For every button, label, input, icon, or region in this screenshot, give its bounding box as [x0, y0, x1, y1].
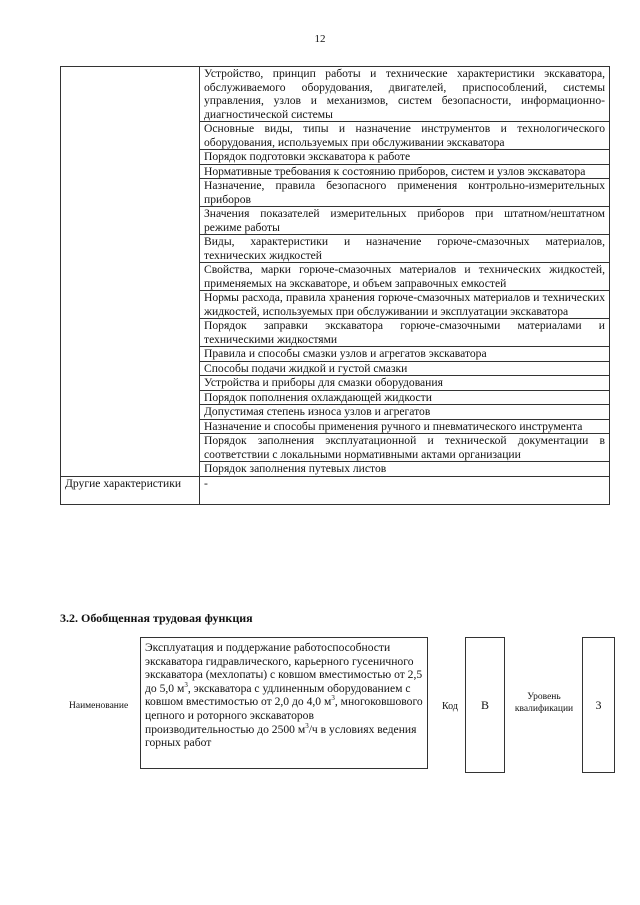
function-name-text: /ч в условиях ведения горных работ: [145, 722, 417, 750]
left-cell-empty: [61, 67, 200, 477]
superscript: 3: [331, 694, 335, 703]
table-cell: Виды, характеристики и назначение горюче-смазочных материалов, технических жидкостей: [200, 235, 610, 263]
table-cell: Назначение и способы применения ручного и пневматического инструмента: [200, 419, 610, 434]
function-name-text: , экскаватора с удлиненным оборудованием с ковшом вместимостью от 2,0 до 4,0 м: [145, 681, 411, 709]
function-name-text: Эксплуатация и поддержание работоспособности экскаватора гидравлического, карьерного гусеничного экскаватора (мехлопаты) с ковшом вместимостью от 2,5 до 5,0 м: [145, 641, 423, 695]
superscript: 3: [184, 680, 188, 689]
table-cell: Нормативные требования к состоянию приборов, систем и узлов экскаватора: [200, 164, 610, 179]
function-name-text: , многоковшового цепного и роторного экскаваторов производительностью до 2500 м: [145, 695, 423, 736]
requirements-table: [60, 66, 610, 505]
table-cell: Порядок заправки экскаватора горюче-смазочными материалами и техническими жидкостями: [200, 319, 610, 347]
function-name-box: [140, 637, 428, 769]
table-cell: Свойства, марки горюче-смазочных материалов и технических жидкостей, применяемых на экскаваторе, и объем заправочных емкостей: [200, 263, 610, 291]
other-characteristics-value: -: [200, 476, 610, 504]
table-cell: Порядок заполнения эксплуатационной и технической документации в соответствии с локальными нормативными актами организации: [200, 434, 610, 462]
code-value: B: [480, 697, 489, 712]
table-cell: Способы подачи жидкой и густой смазки: [200, 361, 610, 376]
table-cell: Порядок пополнения охлаждающей жидкости: [200, 390, 610, 405]
table-cell: Устройство, принцип работы и технические характеристики экскаватора, обслуживаемого оборудования, двигателей, приспособлений, системы управления, узлов и механизмов, систем безопасности, информационно-диагностической системы: [200, 67, 610, 122]
name-label: Наименование: [69, 701, 129, 711]
code-label: Код: [442, 701, 458, 712]
table-cell: Допустимая степень износа узлов и агрегатов: [200, 405, 610, 420]
table-cell: Устройства и приборы для смазки оборудования: [200, 376, 610, 391]
other-characteristics-label: Другие характеристики: [61, 476, 200, 504]
table-cell: Порядок подготовки экскаватора к работе: [200, 150, 610, 165]
qualification-level-label: Уровень квалификации: [514, 692, 574, 714]
table-row: [61, 67, 610, 122]
table-cell: Порядок заполнения путевых листов: [200, 462, 610, 477]
table-row-other: [61, 476, 610, 504]
code-value-box: [465, 637, 505, 773]
qualification-level-value: 3: [595, 697, 602, 712]
generalized-function-block: [60, 637, 615, 773]
table-cell: Назначение, правила безопасного применения контрольно-измерительных приборов: [200, 179, 610, 207]
section-heading: 3.2. Обобщенная трудовая функция: [60, 611, 253, 625]
table-cell: Нормы расхода, правила хранения горюче-смазочных материалов и технических жидкостей, используемых при обслуживании и эксплуатации экскаватора: [200, 291, 610, 319]
superscript: 3: [305, 721, 309, 730]
page-number: 12: [314, 33, 326, 45]
table-cell: Основные виды, типы и назначение инструментов и технологического оборудования, используемых при обслуживании экскаватора: [200, 122, 610, 150]
table-cell: Значения показателей измерительных приборов при штатном/нештатном режиме работы: [200, 207, 610, 235]
qualification-level-box: [582, 637, 615, 773]
table-cell: Правила и способы смазки узлов и агрегатов экскаватора: [200, 347, 610, 362]
